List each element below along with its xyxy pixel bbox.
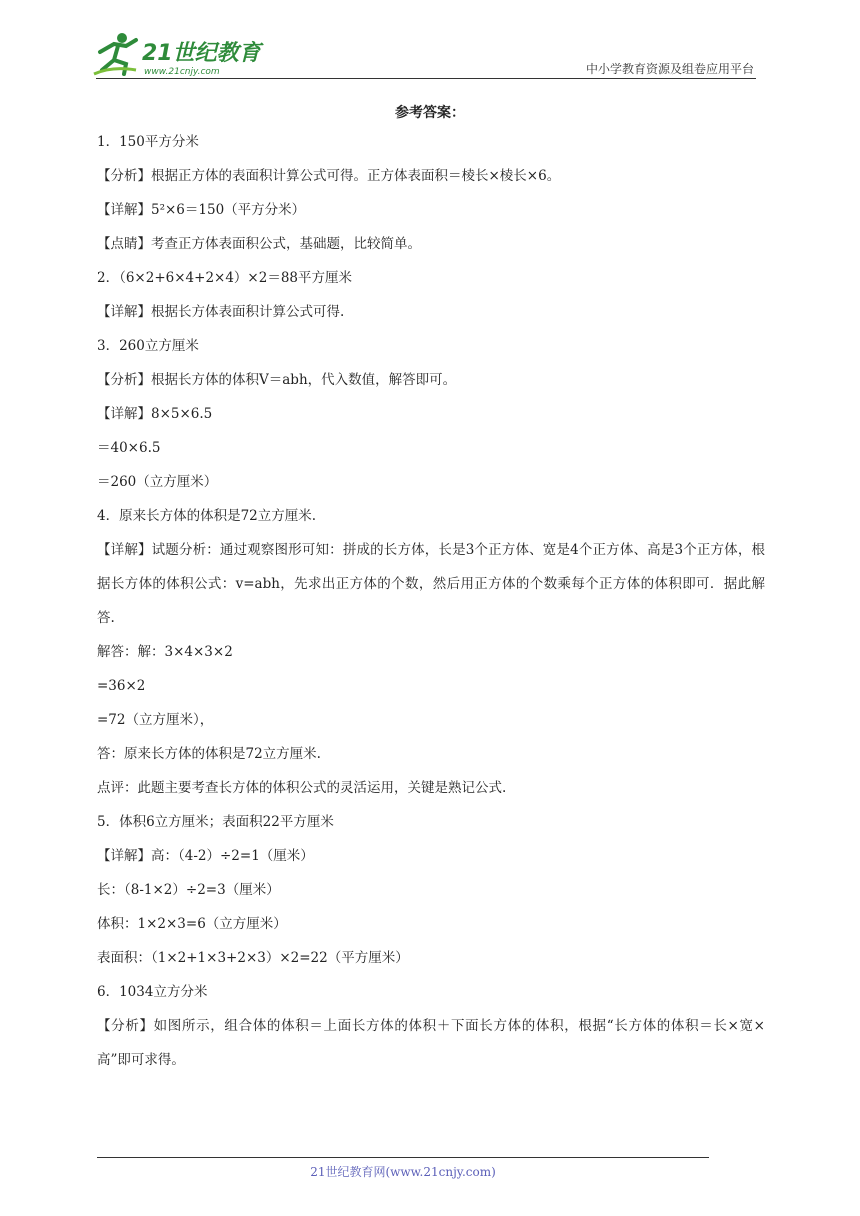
answer-line: 5．体积6立方厘米；表面积22平方厘米 xyxy=(97,814,334,830)
answer-line: 3．260立方厘米 xyxy=(97,338,199,354)
answer-line: 4．原来长方体的体积是72立方厘米. xyxy=(97,508,317,524)
answer-line: 点评：此题主要考查长方体的体积公式的灵活运用，关键是熟记公式. xyxy=(97,780,507,796)
answer-line: 6．1034立方分米 xyxy=(97,984,208,1000)
logo-url: www.21cnjy.com xyxy=(144,67,220,77)
footer-divider xyxy=(97,1157,709,1158)
answer-line: ＝40×6.5 xyxy=(97,440,161,456)
answer-paragraph: 【详解】试题分析：通过观察图形可知：拼成的长方体，长是3个正方体、宽是4个正方体、高是3个正方体，根据长方体的体积公式：v=abh，先求出正方体的个数，然后用正方体的个数乘每个正方体的体积即可．据此解答. xyxy=(97,542,765,626)
answer-line: 答：原来长方体的体积是72立方厘米. xyxy=(97,746,321,762)
answer-line: 体积：1×2×3=6（立方厘米） xyxy=(97,916,287,932)
answer-line: 解答：解：3×4×3×2 xyxy=(97,644,233,660)
answer-line: =36×2 xyxy=(97,678,146,694)
runner-logo-icon xyxy=(92,30,272,80)
page-header xyxy=(0,0,860,80)
answer-line: 表面积：（1×2+1×3+2×3）×2=22（平方厘米） xyxy=(97,950,409,966)
answer-line: 【分析】根据长方体的体积V＝abh，代入数值，解答即可。 xyxy=(97,372,457,388)
answer-content xyxy=(97,125,765,1077)
answer-line: 长：（8-1×2）÷2=3（厘米） xyxy=(97,882,280,898)
footer-link[interactable]: 21世纪教育网(www.21cnjy.com) xyxy=(310,1165,496,1179)
logo-text: 21世纪教育 xyxy=(142,41,261,66)
answer-line: 【分析】根据正方体的表面积计算公式可得。正方体表面积＝棱长×棱长×6。 xyxy=(97,168,561,184)
answer-paragraph: 【分析】如图所示，组合体的体积＝上面长方体的体积＋下面长方体的体积，根据“长方体的体积＝长×宽×高”即可求得。 xyxy=(97,1018,765,1068)
answer-line: ＝260（立方厘米） xyxy=(97,474,218,490)
answer-line: 1．150平方分米 xyxy=(97,134,199,150)
answer-line: 【详解】高：（4-2）÷2=1（厘米） xyxy=(97,848,314,864)
page-title: 参考答案： xyxy=(395,105,465,121)
header-divider xyxy=(96,78,756,79)
platform-name: 中小学教育资源及组卷应用平台 xyxy=(585,62,754,76)
logo xyxy=(92,30,272,80)
answer-line: 【详解】5²×6＝150（平方分米） xyxy=(97,202,306,218)
answer-line: =72（立方厘米）， xyxy=(97,712,214,728)
answer-line: 【点睛】考查正方体表面积公式，基础题，比较简单。 xyxy=(97,236,421,252)
answer-line: 【详解】根据长方体表面积计算公式可得. xyxy=(97,304,345,320)
answer-line: 【详解】8×5×6.5 xyxy=(97,406,213,422)
answer-line: 2．（6×2+6×4+2×4）×2＝88平方厘米 xyxy=(97,270,353,286)
